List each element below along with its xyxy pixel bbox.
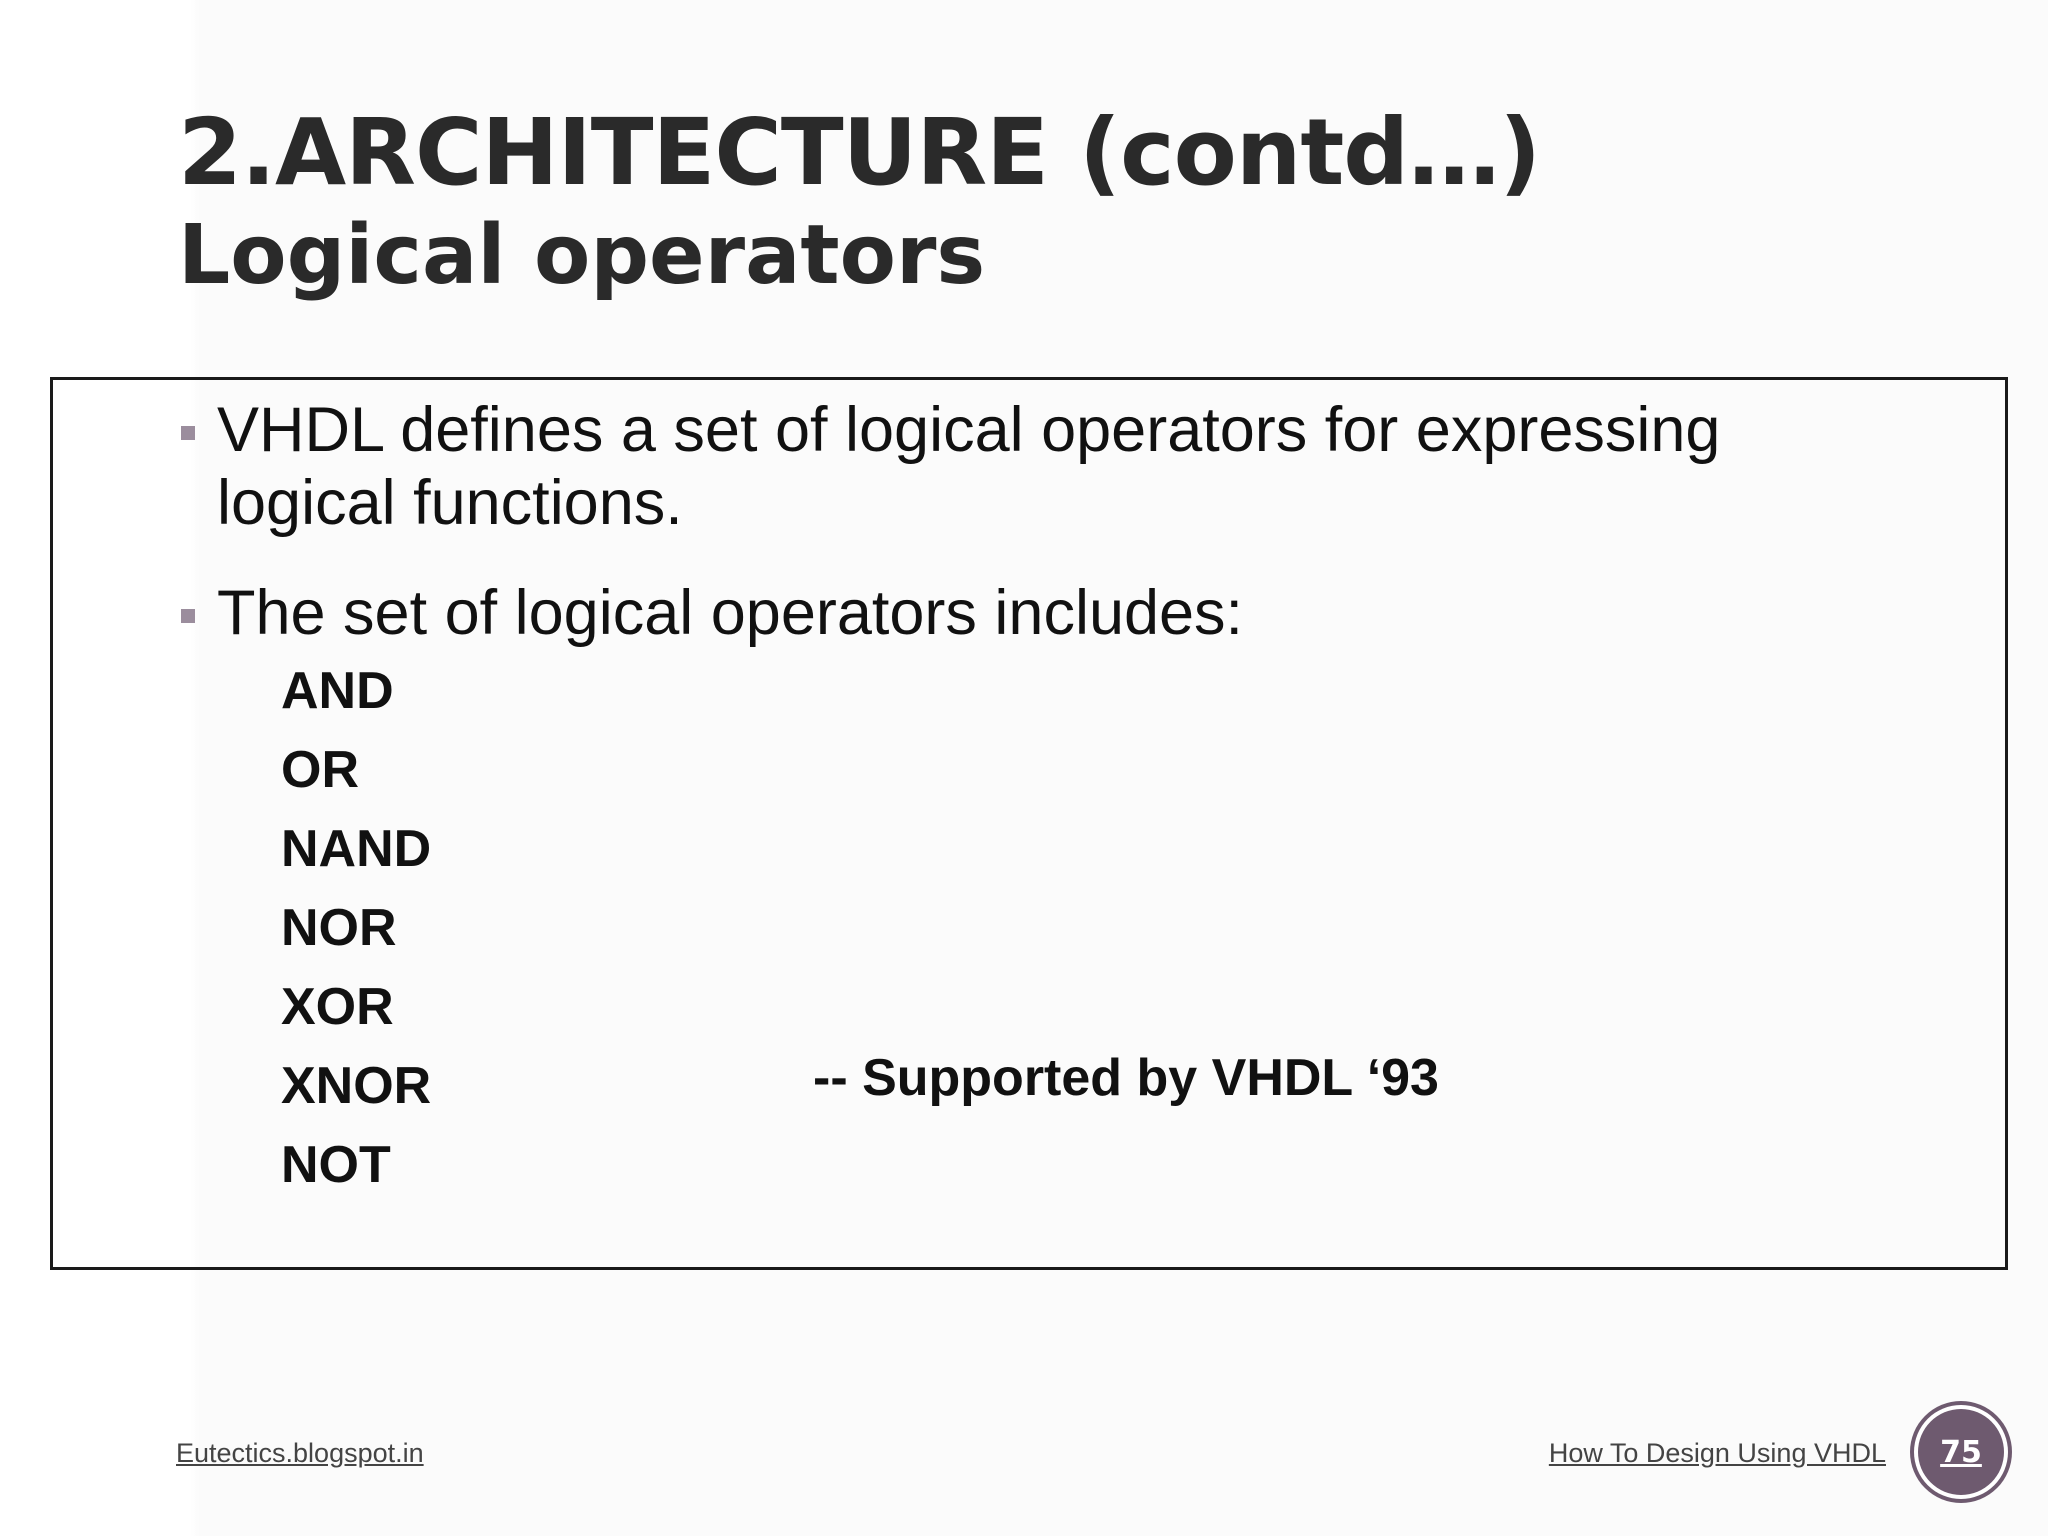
operator-nand: NAND — [281, 820, 432, 878]
slide-title — [178, 100, 1778, 306]
title-subtitle: Logical operators — [178, 208, 986, 303]
operator-and: AND — [281, 662, 394, 720]
operator-or: OR — [281, 741, 359, 799]
xnor-note: -- Supported by VHDL ‘93 — [813, 1049, 1439, 1107]
square-bullet-icon — [181, 426, 195, 440]
operator-xnor: XNOR — [281, 1057, 432, 1115]
square-bullet-icon — [181, 609, 195, 623]
title-main: 2.ARCHITECTURE (contd…) — [178, 99, 1541, 206]
operator-xor: XOR — [281, 978, 394, 1036]
page-number: 75 — [1940, 1434, 1982, 1470]
operator-not: NOT — [281, 1136, 391, 1194]
bullet-text-1a: VHDL defines a set of logical operators for expressing — [217, 395, 1721, 465]
footer-title-link[interactable]: How To Design Using VHDL — [1548, 1438, 1886, 1468]
bullet-item-1 — [181, 394, 1981, 540]
bullet-text-2: The set of logical operators includes: — [217, 578, 1244, 648]
bullet-text-1b: logical functions. — [217, 468, 683, 538]
footer-blog-link[interactable]: Eutectics.blogspot.in — [176, 1438, 424, 1468]
operator-nor: NOR — [281, 899, 397, 957]
content-box — [50, 377, 2008, 1270]
page-number-badge[interactable] — [1918, 1409, 2004, 1495]
operator-list — [281, 652, 431, 1205]
bullet-item-2 — [181, 577, 1981, 650]
